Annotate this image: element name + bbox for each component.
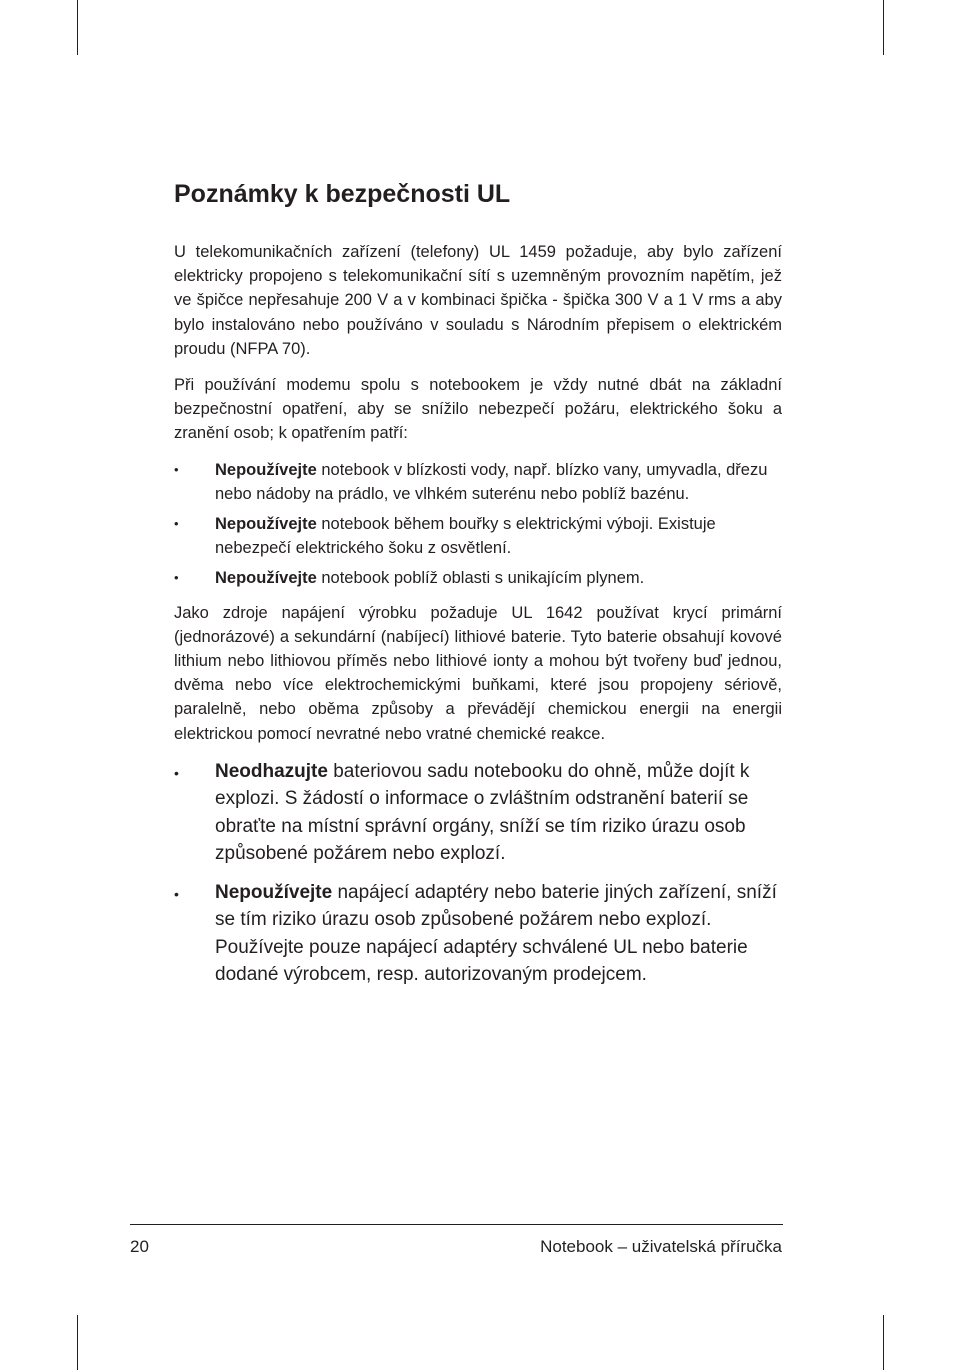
bullet-icon: • — [174, 516, 179, 532]
page-title: Poznámky k bezpečnosti UL — [174, 180, 511, 208]
list-item-text: notebook v blízkosti vody, např. blízko vany, umyvadla, dřezu nebo nádoby na prádlo, ve vlhkém suterénu nebo poblíž bazénu. — [215, 460, 768, 503]
paragraph-telecom: U telekomunikačních zařízení (telefony) UL 1459 požaduje, aby bylo zařízení elektricky propojeno s telekomunikační sítí s uzemněným provozním napětím, jež ve špičce nepřesahuje 200 V a v kombinaci špička - špička 300 V a 1 V rms a aby bylo instalováno nebo používáno v souladu s Národním přepisem o elektrickém proudu (NFPA 70). — [174, 243, 782, 358]
list-item — [174, 566, 782, 590]
battery-precautions-list — [174, 758, 782, 989]
list-item-text: napájecí adaptéry nebo baterie jiných zařízení, sníží se tím riziko úrazu osob způsobené požárem nebo explozí. Používejte pouze napájecí adaptéry schválené UL nebo baterie dodané výrobcem, resp. autorizovaným prodejcem. — [215, 881, 777, 986]
page-number: 20 — [130, 1237, 149, 1256]
bullet-icon: • — [174, 570, 179, 586]
footer-title: Notebook – uživatelská příručka — [540, 1237, 782, 1256]
list-item-text: notebook poblíž oblasti s unikajícím plynem. — [316, 569, 645, 588]
list-item — [174, 879, 782, 989]
list-item — [174, 758, 782, 868]
bullet-icon: • — [174, 461, 179, 477]
crop-mark-top-left — [77, 0, 78, 55]
crop-mark-top-right — [883, 0, 884, 55]
list-item-bold: Nepoužívejte — [215, 881, 333, 903]
list-item — [174, 458, 782, 506]
list-item — [174, 512, 782, 560]
paragraph-lithium: Jako zdroje napájení výrobku požaduje UL 1642 používat krycí primární (jednorázové) a sekundární (nabíjecí) lithiové baterie. Tyto baterie obsahují kovové lithium nebo lithiovou příměs nebo lithiové ionty a mohou být tvořeny buď jednou, dvěma nebo více elektrochemickými buňkami, které jsou propojeny sériově, paralelně, nebo oběma způsoby a převádějí chemickou energii na energii elektrickou pomocí nevratné nebo vratné chemické reakce. — [174, 603, 782, 743]
bullet-icon: • — [174, 764, 179, 781]
paragraph-modem: Při používání modemu spolu s notebookem je vždy nutné dbát na základní bezpečnostní opatření, aby se snížilo nebezpečí požáru, elektrického šoku a zranění osob; k opatřením patří: — [174, 376, 782, 443]
list-item-bold: Nepoužívejte — [215, 460, 317, 479]
bullet-icon: • — [174, 885, 179, 902]
list-item-bold: Nepoužívejte — [215, 515, 317, 534]
list-item-text: bateriovou sadu notebooku do ohně, může dojít k explozi. S žádostí o informace o zvláštním odstranění baterií se obraťte na místní správní orgány, sníží se tím riziko úrazu osob způsobené požárem nebo explozí. — [215, 760, 750, 865]
page-content — [174, 176, 782, 1003]
crop-mark-bottom-right — [883, 1315, 884, 1370]
list-item-bold: Neodhazujte — [215, 760, 328, 782]
modem-precautions-list — [174, 458, 782, 591]
list-item-bold: Nepoužívejte — [215, 569, 317, 588]
list-item-text: notebook během bouřky s elektrickými výboji. Existuje nebezpečí elektrického šoku z osvětlení. — [215, 515, 716, 558]
crop-mark-bottom-left — [77, 1315, 78, 1370]
footer-divider — [130, 1224, 783, 1225]
